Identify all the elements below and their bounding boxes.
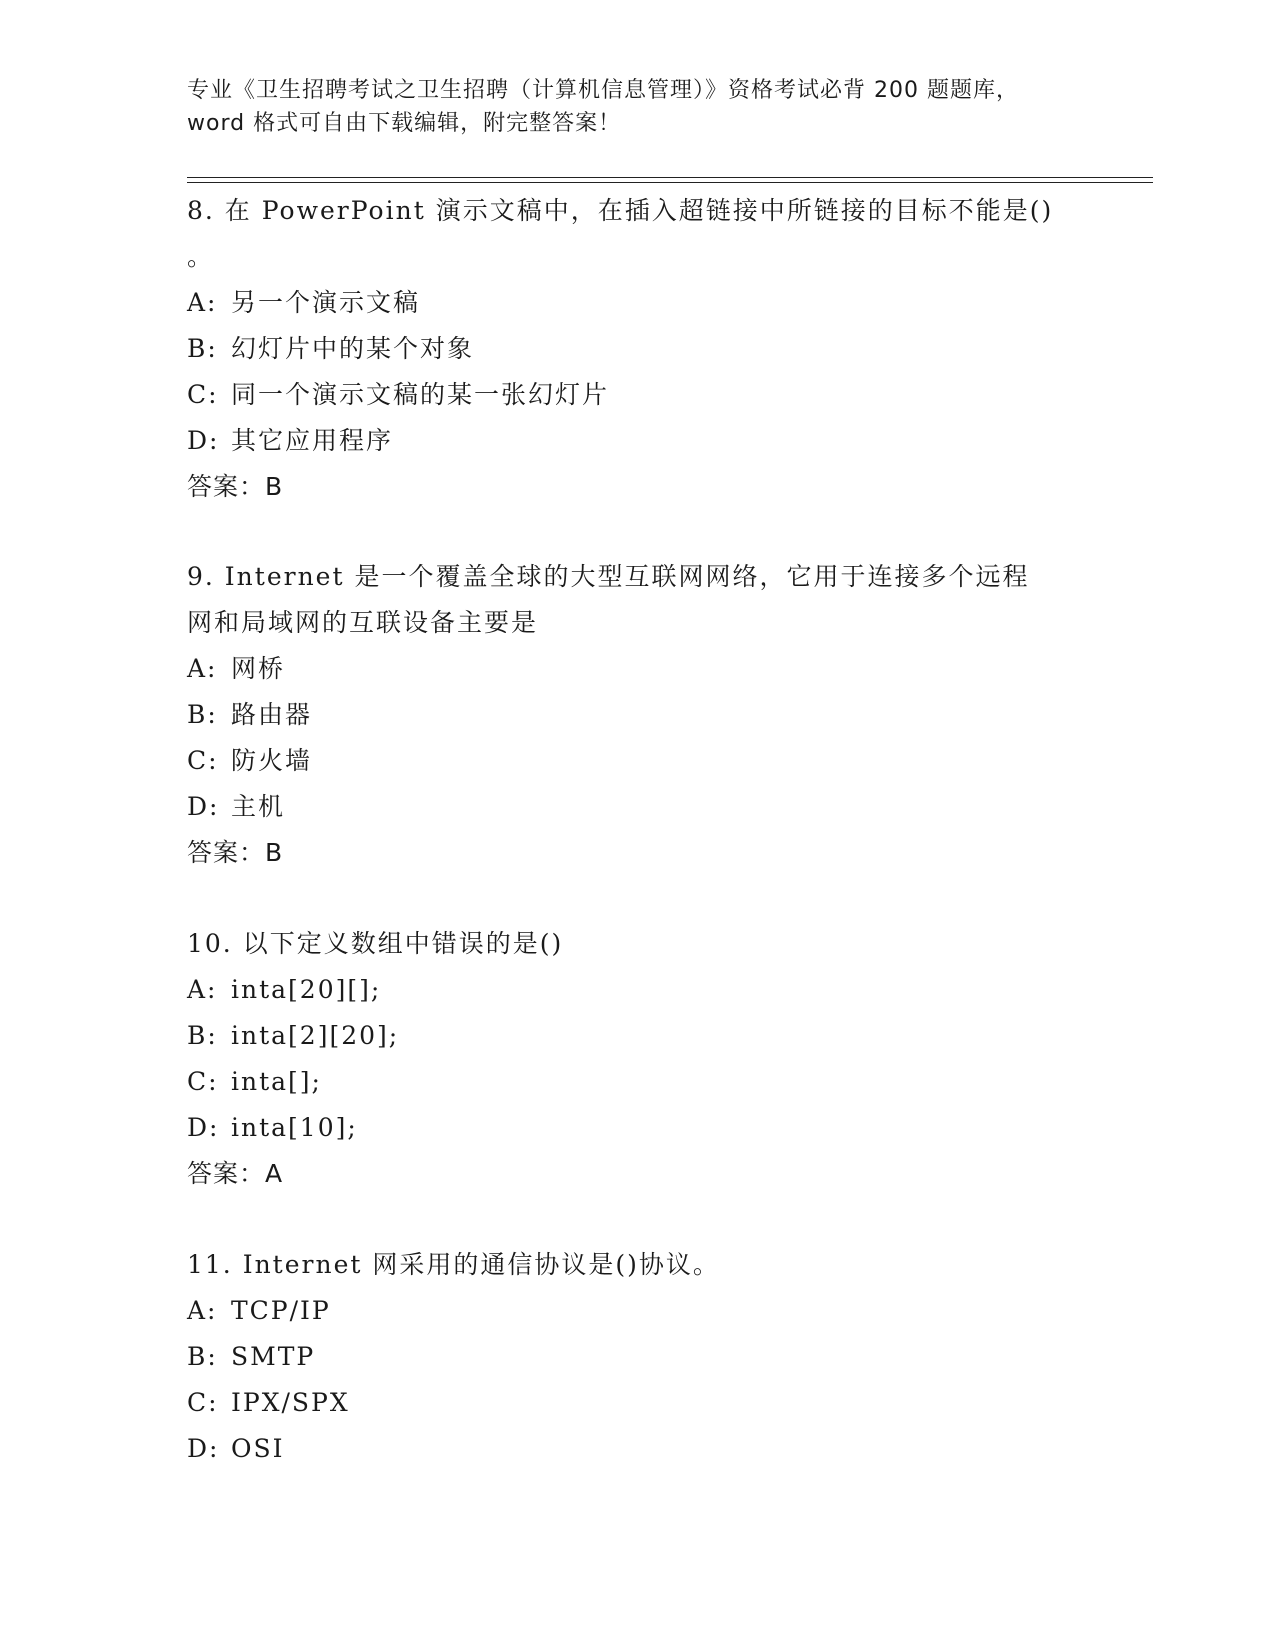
option-c — [187, 1059, 1087, 1105]
option-text: 主机 — [231, 792, 286, 821]
option-a — [187, 280, 1087, 326]
header-line-2: word 格式可自由下载编辑，附完整答案！ — [187, 111, 622, 136]
answer-line: 答案：B — [187, 472, 284, 501]
option-text: 另一个演示文稿 — [231, 288, 421, 317]
option-text: 其它应用程序 — [231, 426, 394, 455]
option-c — [187, 372, 1087, 418]
question-9 — [187, 554, 1087, 876]
header-divider-top — [187, 177, 1153, 178]
option-text: inta[]; — [231, 1067, 322, 1096]
question-10 — [187, 921, 1087, 1197]
header-line-1: 专业《卫生招聘考试之卫生招聘（计算机信息管理）》资格考试必背 200 题题库， — [187, 78, 1019, 103]
option-a — [187, 646, 1087, 692]
option-letter: A: — [187, 975, 218, 1004]
option-letter: B: — [187, 1342, 218, 1371]
option-letter: B: — [187, 1021, 218, 1050]
option-d — [187, 784, 1087, 830]
option-a — [187, 967, 1087, 1013]
option-letter: B: — [187, 700, 218, 729]
option-c — [187, 1380, 1087, 1426]
answer-line: 答案：B — [187, 838, 284, 867]
option-letter: A: — [187, 288, 218, 317]
question-stem-continued: 。 — [187, 242, 215, 271]
option-text: 同一个演示文稿的某一张幻灯片 — [231, 380, 610, 409]
option-letter: D: — [187, 1113, 220, 1142]
option-letter: D: — [187, 426, 220, 455]
option-d — [187, 1105, 1087, 1151]
header-divider-bottom — [187, 182, 1153, 183]
option-letter: B: — [187, 334, 218, 363]
answer-line: 答案：A — [187, 1159, 284, 1188]
option-text: inta[10]; — [231, 1113, 358, 1142]
option-c — [187, 738, 1087, 784]
question-stem: 8. 在 PowerPoint 演示文稿中，在插入超链接中所链接的目标不能是() — [187, 196, 1054, 225]
option-a — [187, 1288, 1087, 1334]
option-letter: A: — [187, 1296, 218, 1325]
question-stem-continued: 网和局域网的互联设备主要是 — [187, 608, 539, 637]
option-letter: C: — [187, 380, 219, 409]
option-text: IPX/SPX — [231, 1388, 350, 1417]
option-text: inta[20][]; — [231, 975, 382, 1004]
question-8 — [187, 188, 1087, 510]
option-text: 幻灯片中的某个对象 — [231, 334, 475, 363]
option-b — [187, 1334, 1087, 1380]
option-letter: C: — [187, 1067, 219, 1096]
question-stem: 9. Internet 是一个覆盖全球的大型互联网网络，它用于连接多个远程 — [187, 562, 1030, 591]
question-stem: 10. 以下定义数组中错误的是() — [187, 929, 564, 958]
question-11 — [187, 1242, 1087, 1472]
option-b — [187, 326, 1087, 372]
option-text: TCP/IP — [231, 1296, 331, 1325]
document-header — [187, 74, 1087, 140]
option-letter: C: — [187, 1388, 219, 1417]
option-b — [187, 1013, 1087, 1059]
option-text: 防火墙 — [231, 746, 313, 775]
option-text: SMTP — [231, 1342, 316, 1371]
option-d — [187, 418, 1087, 464]
option-letter: D: — [187, 792, 220, 821]
option-letter: D: — [187, 1434, 220, 1463]
option-d — [187, 1426, 1087, 1472]
option-text: OSI — [231, 1434, 285, 1463]
option-letter: C: — [187, 746, 219, 775]
option-text: 网桥 — [231, 654, 286, 683]
option-text: inta[2][20]; — [231, 1021, 400, 1050]
option-b — [187, 692, 1087, 738]
option-text: 路由器 — [231, 700, 313, 729]
question-stem: 11. Internet 网采用的通信协议是()协议。 — [187, 1250, 720, 1279]
option-letter: A: — [187, 654, 218, 683]
